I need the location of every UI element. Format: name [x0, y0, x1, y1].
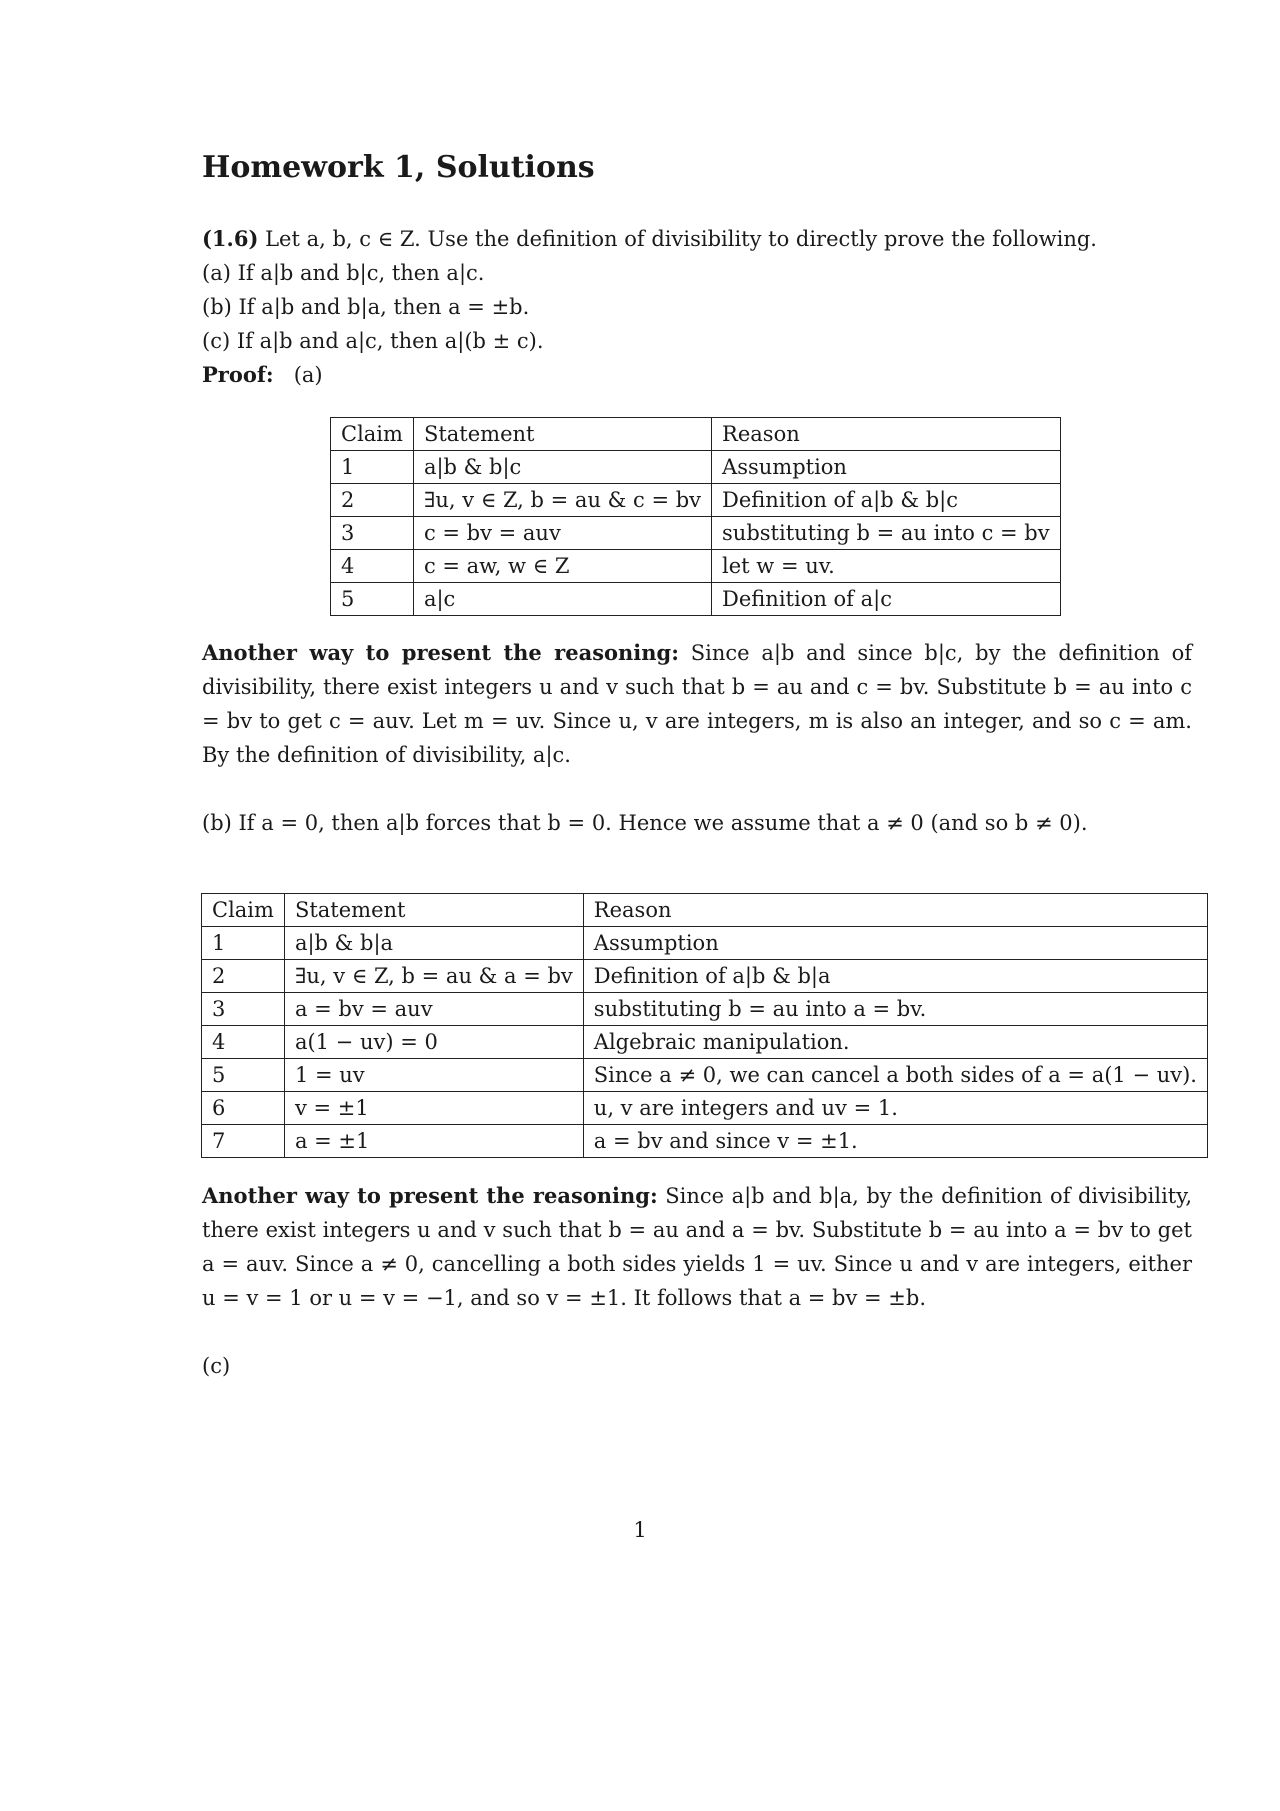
problem-number: (1.6) — [202, 226, 259, 251]
claim-cell: 3 — [202, 993, 285, 1026]
part-c-label — [202, 1349, 1192, 1383]
reason-cell: Assumption — [583, 927, 1207, 960]
claim-cell: 2 — [202, 960, 285, 993]
statement-cell: 1 = uv — [284, 1059, 583, 1092]
part-b-intro-text: (b) If a = 0, then a|b forces that b = 0. Hence we assume that a ≠ 0 (and so b ≠ 0). — [202, 811, 1088, 835]
reason-cell: substituting b = au into c = bv — [712, 517, 1061, 550]
reason-cell: Assumption — [712, 451, 1061, 484]
claim-cell: 5 — [202, 1059, 285, 1092]
table-header-row — [331, 418, 1061, 451]
part-b-intro — [202, 806, 1192, 840]
proof-table-a — [330, 417, 1061, 616]
statement-cell: c = bv = auv — [413, 517, 711, 550]
header-reason: Reason — [583, 894, 1207, 927]
reasoning-b-paragraph — [202, 1179, 1192, 1315]
claim-cell: 4 — [202, 1026, 285, 1059]
proof-label: Proof: — [202, 362, 274, 387]
claim-cell: 6 — [202, 1092, 285, 1125]
table-row — [202, 1059, 1208, 1092]
part-c-label-text: (c) — [202, 1354, 231, 1378]
table-row — [331, 517, 1061, 550]
statement-cell: a = ±1 — [284, 1125, 583, 1158]
table-row — [331, 484, 1061, 517]
problem-part-b: (b) If a|b and b|a, then a = ±b. — [202, 295, 530, 319]
proof-part-a-label: (a) — [293, 363, 323, 387]
proof-heading — [202, 358, 1192, 392]
table-row — [202, 1125, 1208, 1158]
problem-text: Let a, b, c ∈ Z. Use the definition of divisibility to directly prove the following. — [258, 227, 1097, 251]
proof-table-b — [201, 893, 1208, 1158]
statement-cell: a(1 − uv) = 0 — [284, 1026, 583, 1059]
claim-cell: 4 — [331, 550, 414, 583]
header-statement: Statement — [284, 894, 583, 927]
reason-cell: u, v are integers and uv = 1. — [583, 1092, 1207, 1125]
problem-part-c: (c) If a|b and a|c, then a|(b ± c). — [202, 329, 544, 353]
claim-cell: 1 — [331, 451, 414, 484]
table-row — [331, 583, 1061, 616]
claim-cell: 5 — [331, 583, 414, 616]
table-row — [202, 1092, 1208, 1125]
table-row — [202, 1026, 1208, 1059]
problem-statement — [202, 222, 1192, 256]
table-row — [331, 451, 1061, 484]
statement-cell: a|b & b|a — [284, 927, 583, 960]
reason-cell: let w = uv. — [712, 550, 1061, 583]
table-row — [202, 927, 1208, 960]
claim-cell: 2 — [331, 484, 414, 517]
claim-cell: 7 — [202, 1125, 285, 1158]
statement-cell: v = ±1 — [284, 1092, 583, 1125]
reason-cell: Since a ≠ 0, we can cancel a both sides of a = a(1 − uv). — [583, 1059, 1207, 1092]
reason-cell: substituting b = au into a = bv. — [583, 993, 1207, 1026]
reason-cell: Definition of a|c — [712, 583, 1061, 616]
table-row — [202, 960, 1208, 993]
reasoning-label: Another way to present the reasoning: — [202, 1183, 658, 1208]
reason-cell: Algebraic manipulation. — [583, 1026, 1207, 1059]
header-claim: Claim — [202, 894, 285, 927]
reason-cell: Definition of a|b & b|a — [583, 960, 1207, 993]
document-title: Homework 1, Solutions — [202, 150, 595, 185]
claim-cell: 1 — [202, 927, 285, 960]
statement-cell: ∃u, v ∈ Z, b = au & c = bv — [413, 484, 711, 517]
statement-cell: ∃u, v ∈ Z, b = au & a = bv — [284, 960, 583, 993]
reasoning-label: Another way to present the reasoning: — [202, 640, 679, 665]
reason-cell: Definition of a|b & b|c — [712, 484, 1061, 517]
table-row — [331, 550, 1061, 583]
statement-cell: a|c — [413, 583, 711, 616]
header-statement: Statement — [413, 418, 711, 451]
statement-cell: c = aw, w ∈ Z — [413, 550, 711, 583]
problem-block — [202, 222, 1192, 392]
page-number: 1 — [633, 1518, 647, 1542]
problem-part-a: (a) If a|b and b|c, then a|c. — [202, 261, 485, 285]
table-row — [202, 993, 1208, 1026]
reasoning-text: Since a|b and since b|c, by the definition of divisibility, there exist integers u and v such that b = au and c = bv. Substitute b = au into c = bv to get c = auv. Let m = uv. Since u, v are integers, m is also an integer, and so c = am. By the definition of divisibility, a|c. — [202, 641, 1193, 767]
statement-cell: a = bv = auv — [284, 993, 583, 1026]
header-claim: Claim — [331, 418, 414, 451]
claim-cell: 3 — [331, 517, 414, 550]
table-header-row — [202, 894, 1208, 927]
header-reason: Reason — [712, 418, 1061, 451]
reason-cell: a = bv and since v = ±1. — [583, 1125, 1207, 1158]
reasoning-a-paragraph — [202, 636, 1192, 772]
statement-cell: a|b & b|c — [413, 451, 711, 484]
reasoning-text: Since a|b and b|a, by the definition of divisibility, there exist integers u and v such that b = au and a = bv. Substitute b = au into a = bv to get a = auv. Since a ≠ 0, cancelling a both sides yields 1 = uv. Since u and v are integers, either u = v = 1 or u = v = −1, and so v = ±1. It follows that a = bv = ±b. — [202, 1184, 1192, 1310]
